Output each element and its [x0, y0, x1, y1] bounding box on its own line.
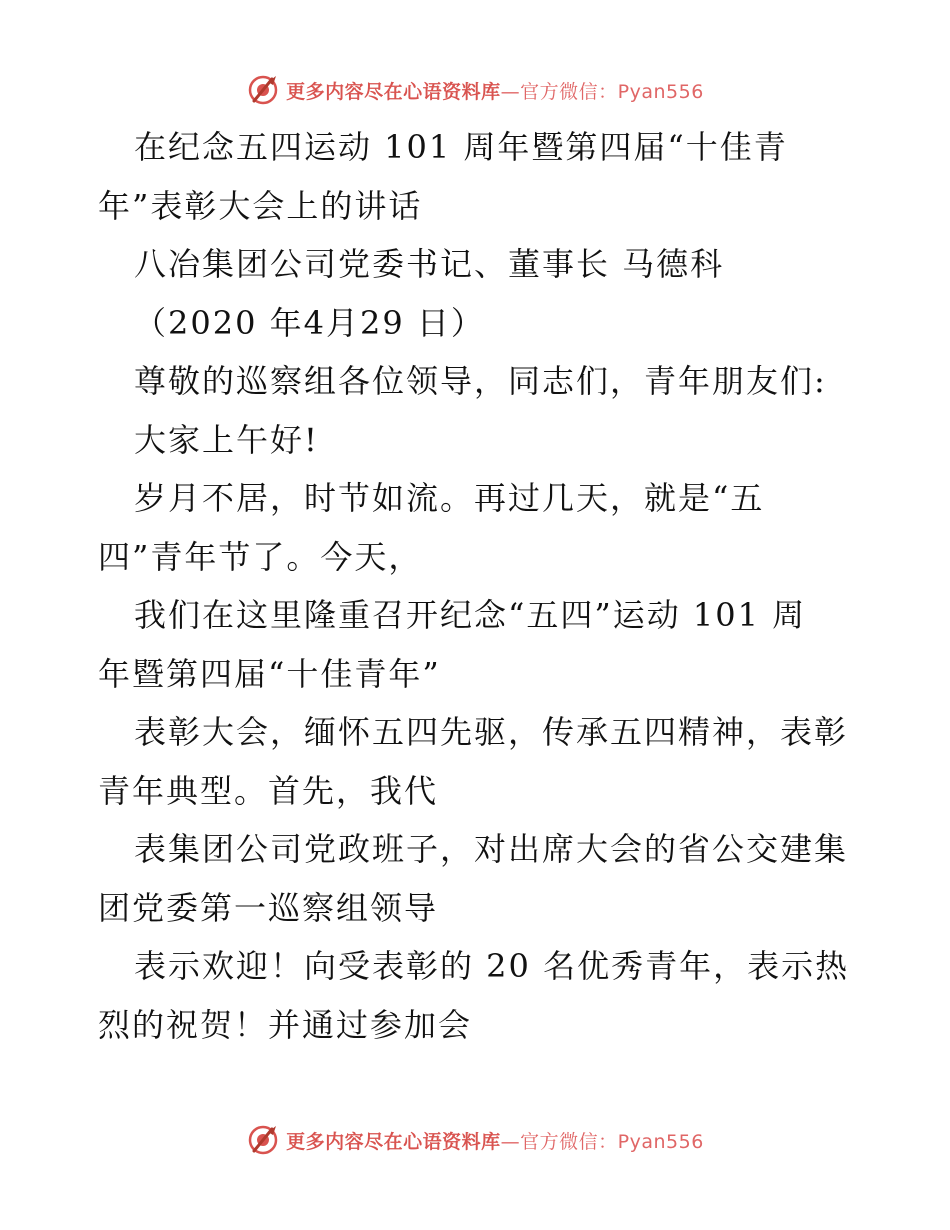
text-line: 烈的祝贺！并通过参加会: [98, 1005, 473, 1044]
text-line: 表示欢迎！向受表彰的 20 名优秀青年，表示热: [134, 947, 850, 985]
text-line: 青年典型。首先，我代: [98, 771, 439, 810]
text-line: 在纪念五四运动 101 周年暨第四届“十佳青: [134, 128, 788, 166]
text-line: （2020 年4月29 日）: [134, 303, 485, 342]
text-line: 年暨第四届“十佳青年”: [98, 654, 441, 693]
text-line: 表集团公司党政班子，对出席大会的省公交建集: [134, 830, 849, 868]
document-body: [98, 118, 858, 1054]
text-line: 尊敬的巡察组各位领导，同志们，青年朋友们:: [134, 362, 827, 400]
watermark-text: [286, 1127, 704, 1154]
watermark-separator: —: [500, 80, 521, 103]
text-line: 四”青年节了。今天，: [98, 537, 423, 576]
text-line: 表彰大会，缅怀五四先驱，传承五四精神，表彰: [134, 713, 849, 751]
footer-watermark: [0, 1122, 950, 1158]
watermark-separator: —: [500, 1130, 521, 1153]
header-watermark: [0, 72, 950, 108]
text-line: 我们在这里隆重召开纪念“五四”运动 101 周: [134, 596, 807, 634]
text-line: 年”表彰大会上的讲话: [98, 186, 423, 225]
text-line: 大家上午好!: [134, 420, 319, 459]
watermark-title: 更多内容尽在心语资料库: [286, 80, 501, 103]
watermark-text: [286, 77, 704, 104]
text-line: 八冶集团公司党委书记、董事长 马德科: [134, 245, 725, 283]
watermark-wechat: 官方微信：Pyan556: [520, 80, 704, 103]
quill-logo-icon: [246, 73, 280, 107]
quill-logo-icon: [246, 1123, 280, 1157]
text-line: 团党委第一巡察组领导: [98, 888, 439, 927]
text-line: 岁月不居，时节如流。再过几天，就是“五: [134, 479, 765, 517]
watermark-wechat: 官方微信：Pyan556: [520, 1130, 704, 1153]
watermark-title: 更多内容尽在心语资料库: [286, 1130, 501, 1153]
